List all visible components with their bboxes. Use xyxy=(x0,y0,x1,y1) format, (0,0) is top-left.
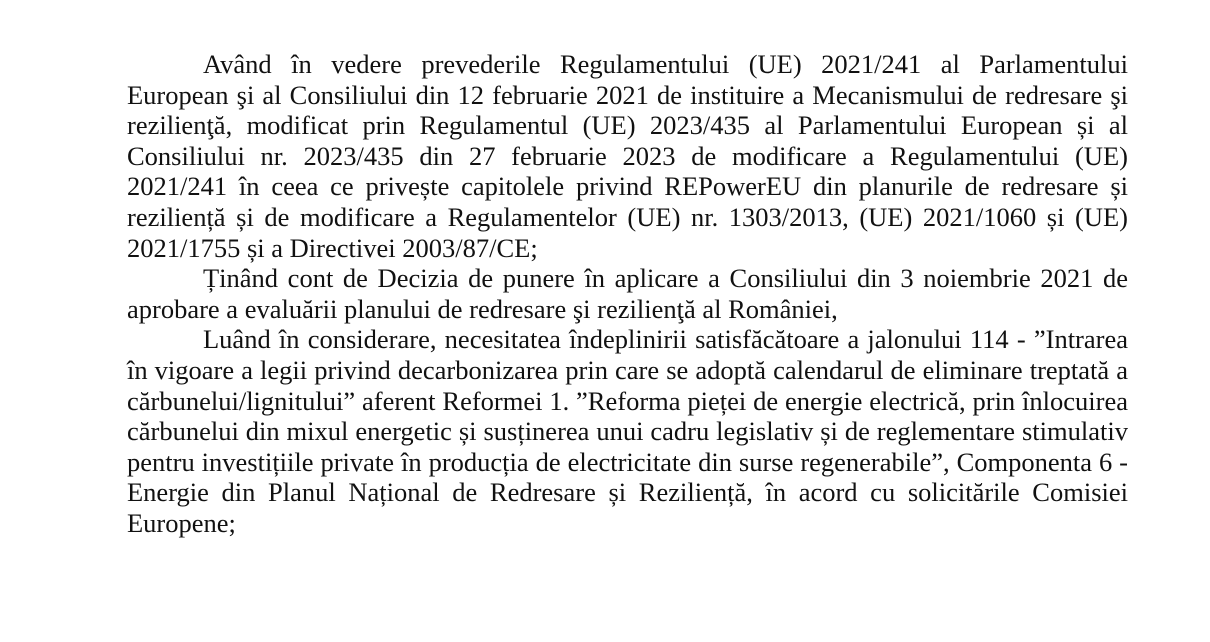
document-body xyxy=(127,49,1128,539)
paragraph-milestone-114: Luând în considerare, necesitatea îndeplinirii satisfăcătoare a jalonului 114 - ”Intrarea în vigoare a legii privind decarbonizarea prin care se adoptă calendarul de eliminare treptată a cărbunelui/lignitului” aferent Reformei 1. ”Reforma pieței de energie electrică, prin înlocuirea cărbunelui din mixul energetic și susținerea unui cadru legislativ și de reglementare stimulativ pentru investițiile private în producția de electricitate din surse regenerabile”, Componenta 6 - Energie din Planul Național de Redresare și Reziliență, în acord cu solicitările Comisiei Europene; xyxy=(127,324,1128,538)
paragraph-council-decision: Ținând cont de Decizia de punere în aplicare a Consiliului din 3 noiembrie 2021 de aprobare a evaluării planului de redresare şi rezilienţă al României, xyxy=(127,263,1128,324)
paragraph-regulation-reference: Având în vedere prevederile Regulamentului (UE) 2021/241 al Parlamentului European şi al Consiliului din 12 februarie 2021 de instituire a Mecanismului de redresare şi rezilienţă, modificat prin Regulamentul (UE) 2023/435 al Parlamentului European și al Consiliului nr. 2023/435 din 27 februarie 2023 de modificare a Regulamentului (UE) 2021/241 în ceea ce privește capitolele privind REPowerEU din planurile de redresare și reziliență și de modificare a Regulamentelor (UE) nr. 1303/2013, (UE) 2021/1060 și (UE) 2021/1755 și a Directivei 2003/87/CE; xyxy=(127,49,1128,263)
